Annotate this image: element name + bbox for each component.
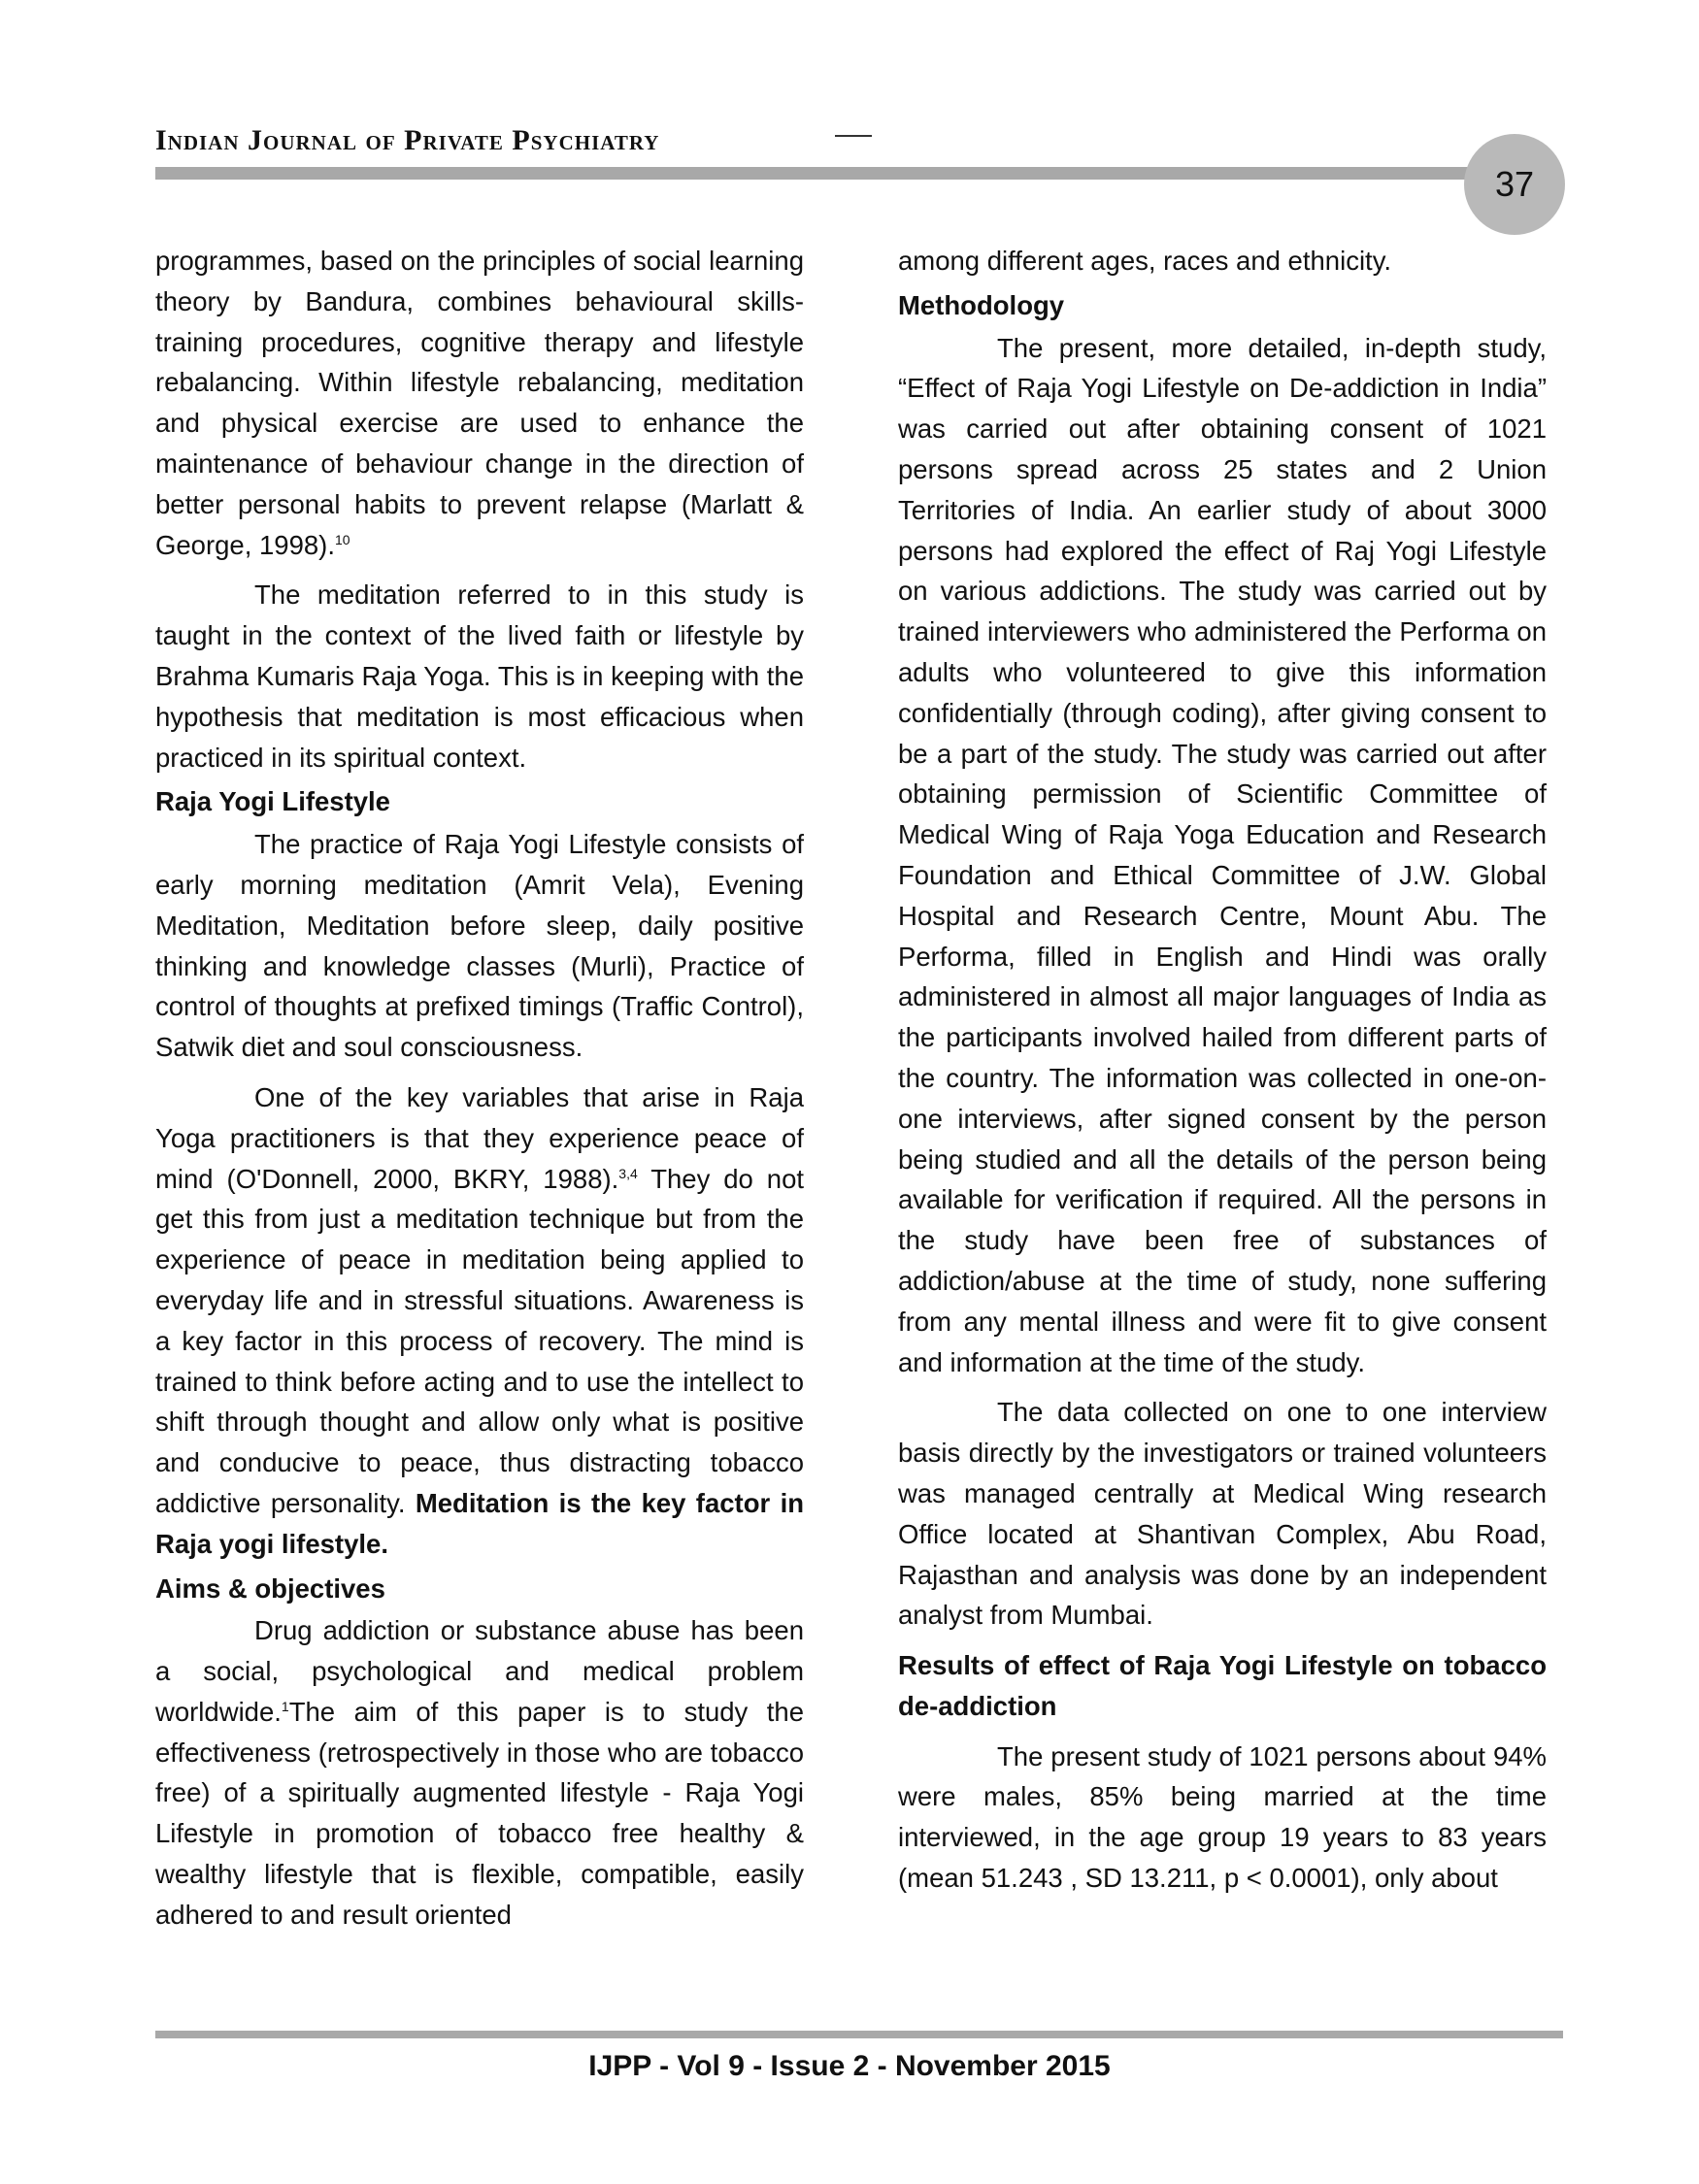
paragraph: The data collected on one to one interview basis directly by the investigators or trained volunteers was managed centrally at Medical Wing research Office located at Shantivan Complex, Abu Road, Rajasthan and analysis was done by an independent analyst from Mumbai. bbox=[898, 1397, 1547, 1631]
paragraph-text: One of the key variables that arise in Raja Yoga practitioners is that they experience peace of mind (O'Donnell, 2000, BKRY, 1988). bbox=[155, 1081, 804, 1194]
emphasis-text: Meditation is the key factor in Raja yogi lifestyle. bbox=[155, 1487, 805, 1559]
paragraph-text: The aim of this paper is to study the effectiveness (retrospectively in those who are tobacco free) of a spiritually augmented lifestyle - Raja Yogi Lifestyle in promotion of tobacco free healthy & wealthy lifestyle that is flexible, compatible, easily adhered to and result oriented bbox=[155, 1696, 804, 1930]
paragraph bbox=[155, 1610, 804, 1935]
left-column bbox=[155, 241, 804, 1936]
header-tick-mark bbox=[835, 135, 872, 137]
journal-title: Indian Journal of Private Psychiatry bbox=[155, 124, 660, 156]
right-column bbox=[898, 241, 1547, 1899]
section-heading: Results of effect of Raja Yogi Lifestyle on tobacco de-addiction bbox=[898, 1650, 1547, 1721]
paragraph bbox=[155, 1077, 804, 1565]
paragraph-text: They do not get this from just a meditation technique but from the experience of peace in meditation being applied to everyday life and in stressful situations. Awareness is a key factor in this process of recovery. The mind is trained to think before acting and to use the intellect to shift through thought and allow only what is positive and conducive to peace, thus distracting tobacco addictive personality. bbox=[155, 1163, 805, 1518]
section-heading: Aims & objectives bbox=[155, 1572, 385, 1604]
paragraph bbox=[155, 241, 804, 565]
header-rule bbox=[155, 167, 1505, 180]
paragraph: The present study of 1021 persons about 94% were males, 85% being married at the time interviewed, in the age group 19 years to 83 years (mean 51.243 , SD 13.211, p < 0.0001), only about bbox=[898, 1740, 1547, 1894]
paragraph-text: Drug addiction or substance abuse has been a social, psychological and medical problem worldwide. bbox=[155, 1615, 804, 1727]
section-heading: Raja Yogi Lifestyle bbox=[155, 786, 390, 817]
page-number: 37 bbox=[1494, 164, 1535, 204]
reference-superscript: 1 bbox=[281, 1698, 289, 1714]
paragraph-text: programmes, based on the principles of social learning theory by Bandura, combines behavioural skills-training procedures, cognitive therapy and lifestyle rebalancing. Within lifestyle rebalancing, meditation and physical exercise are used to enhance the maintenance of behaviour change in the direction of better personal habits to prevent relapse (Marlatt & George, 1998). bbox=[155, 246, 804, 560]
reference-superscript: 3,4 bbox=[618, 1165, 638, 1181]
paragraph: among different ages, races and ethnicity. bbox=[898, 246, 1392, 276]
footer-citation: IJPP - Vol 9 - Issue 2 - November 2015 bbox=[588, 2050, 1111, 2082]
page-number-badge bbox=[1464, 134, 1565, 235]
reference-superscript: 10 bbox=[334, 531, 350, 547]
section-heading: Methodology bbox=[898, 289, 1065, 320]
footer-rule bbox=[155, 2031, 1563, 2038]
paragraph: The present, more detailed, in-depth study, “Effect of Raja Yogi Lifestyle on De-addiction in India” was carried out after obtaining consent of 1021 persons spread across 25 states and 2 Union Territories of India. An earlier study of about 3000 persons had explored the effect of Raj Yogi Lifestyle on various addictions. The study was carried out by trained interviewers who administered the Performa on adults who volunteered to give this information confidentially (through coding), after giving consent to be a part of the study. The study was carried out after obtaining permission of Scientific Committee of Medical Wing of Raja Yoga Education and Research Foundation and Ethical Committee of J.W. Global Hospital and Research Centre, Mount Abu. The Performa, filled in English and Hindi was orally administered in almost all major languages of India as the participants involved hailed from different parts of the country. The information was collected in one-on-one interviews, after signed consent by the person being studied and all the details of the person being available for verification if required. All the persons in the study have been free of substances of addiction/abuse at the time of study, none suffering from any mental illness and were fit to give consent and information at the time of the study. bbox=[898, 332, 1547, 1377]
paragraph: The meditation referred to in this study is taught in the context of the lived faith or lifestyle by Brahma Kumaris Raja Yoga. This is in keeping with the hypothesis that meditation is most efficacious when practiced in its spiritual context. bbox=[155, 579, 804, 773]
paragraph: The practice of Raja Yogi Lifestyle consists of early morning meditation (Amrit Vela), Evening Meditation, Meditation before sleep, daily positive thinking and knowledge classes (Murli), Practice of control of thoughts at prefixed timings (Traffic Control), Satwik diet and soul consciousness. bbox=[155, 829, 804, 1063]
